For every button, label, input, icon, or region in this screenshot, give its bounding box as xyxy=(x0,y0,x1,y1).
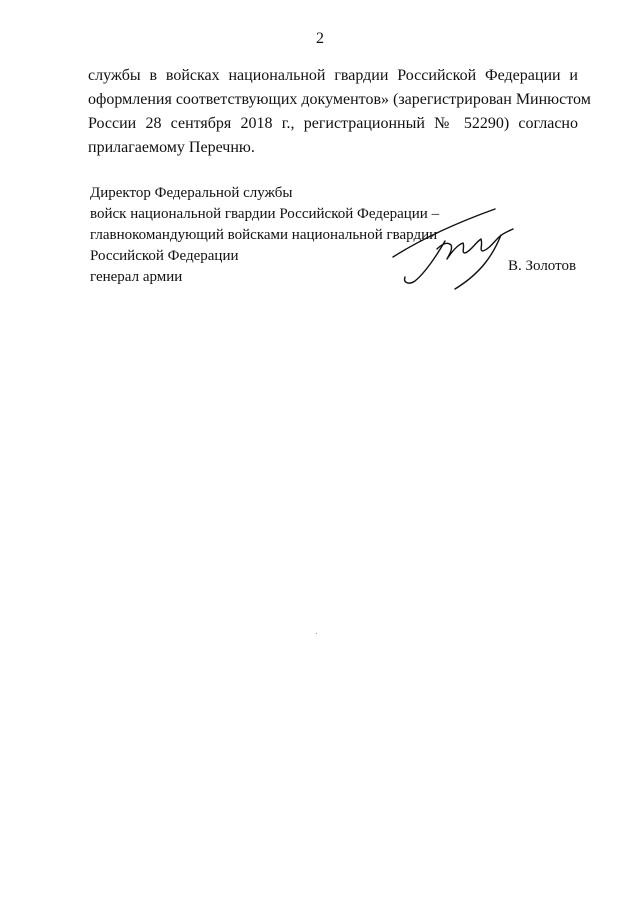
page-number: 2 xyxy=(316,30,324,47)
signature-stroke xyxy=(393,209,495,257)
body-paragraph xyxy=(88,64,591,160)
body-line: России 28 сентября 2018 г., регистрационный № 52290) согласно xyxy=(88,115,578,132)
signatory-title-line: главнокомандующий войсками национальной гвардии xyxy=(90,227,438,243)
scan-speck xyxy=(316,633,317,634)
signer-name: В. Золотов xyxy=(508,258,577,274)
handwritten-signature xyxy=(385,205,525,290)
signatory-title-line: Российской Федерации xyxy=(90,248,239,264)
body-line: оформления соответствующих документов» (зарегистрирован Минюстом xyxy=(88,91,591,108)
signatory-rank: генерал армии xyxy=(90,269,183,285)
signature-stroke xyxy=(437,229,513,259)
signatory-title-line: Директор Федеральной службы xyxy=(90,185,293,201)
signatory-title-line: войск национальной гвардии Российской Федерации – xyxy=(90,206,440,222)
body-line: прилагаемому Перечню. xyxy=(88,139,255,156)
body-line: службы в войсках национальной гвардии Российской Федерации и xyxy=(88,67,578,84)
